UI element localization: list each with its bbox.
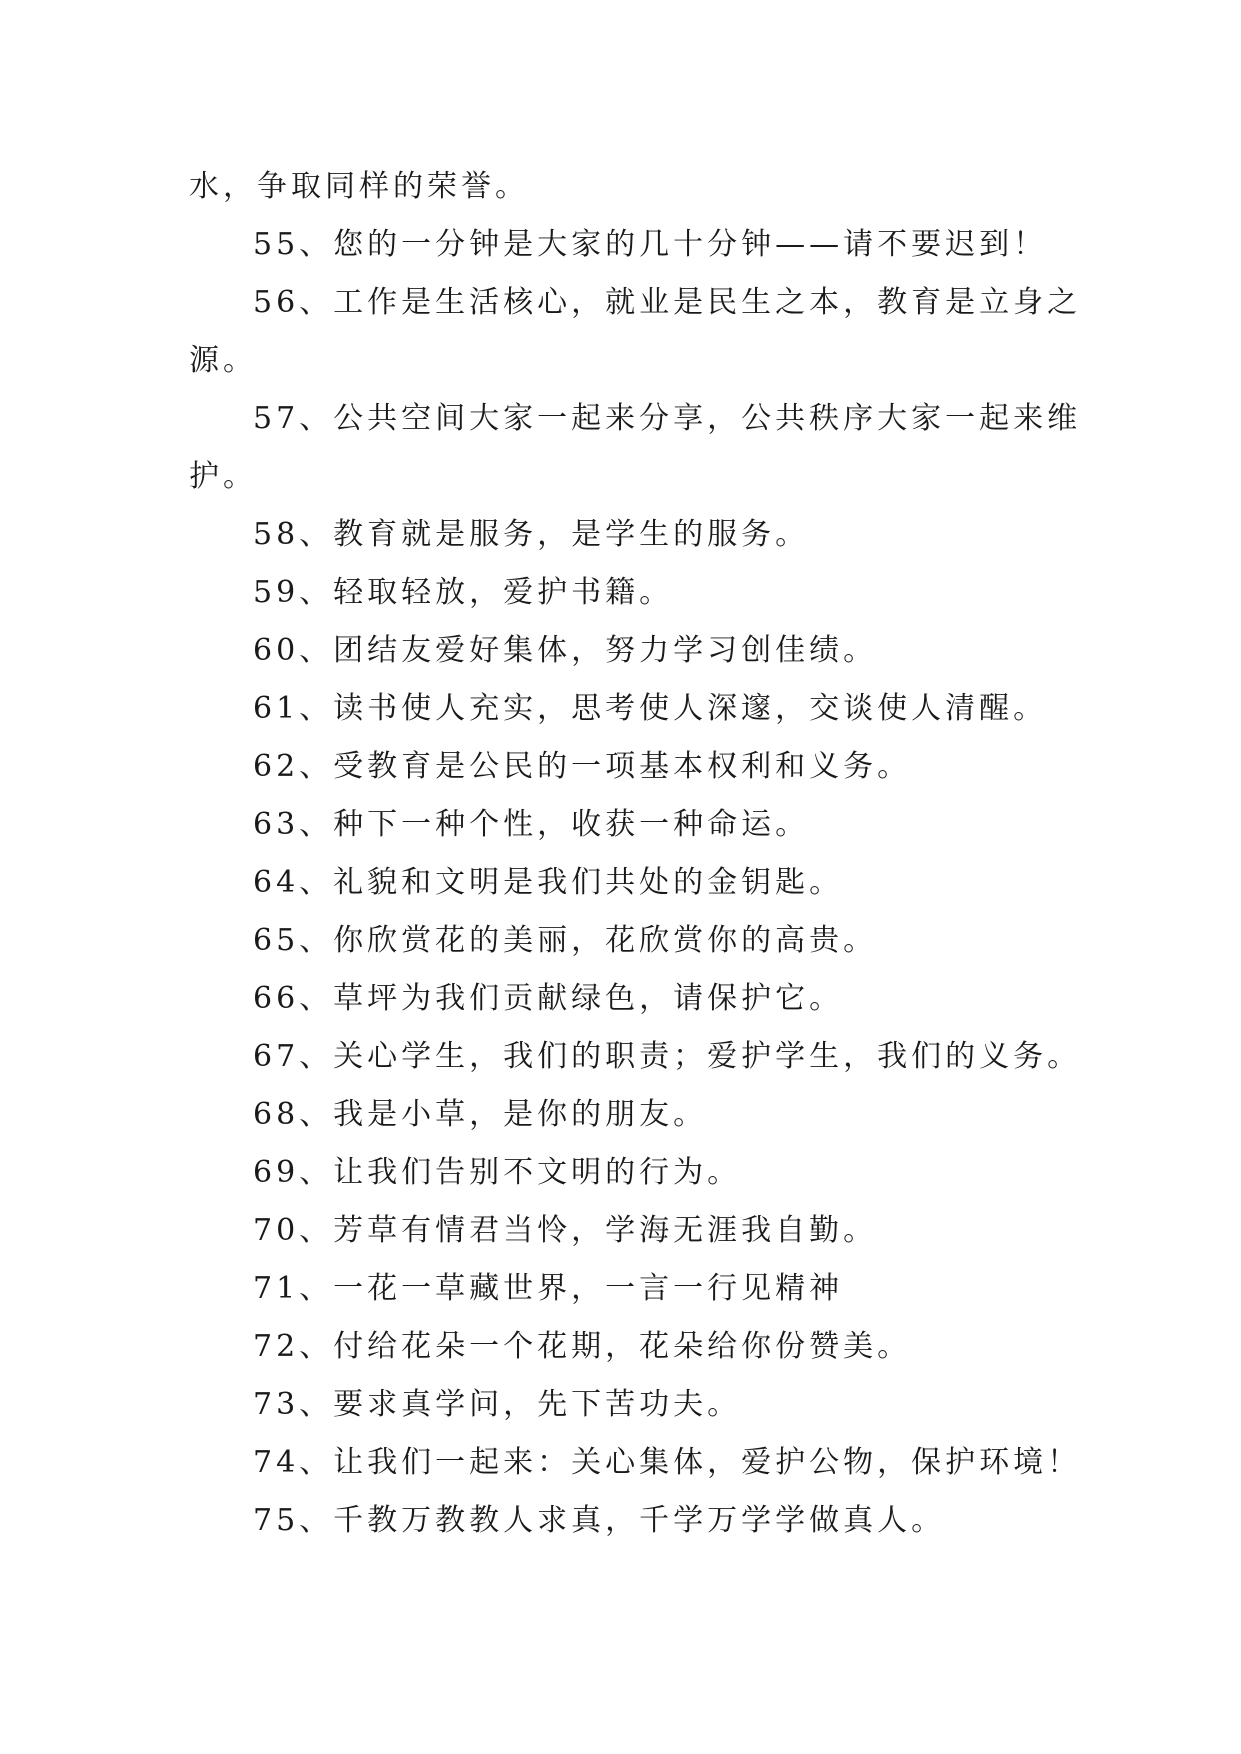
list-item: 56、工作是生活核心，就业是民生之本，教育是立身之 <box>253 285 1082 320</box>
document-body <box>189 158 1082 1550</box>
list-item: 61、读书使人充实，思考使人深邃，交谈使人清醒。 <box>253 691 1048 726</box>
list-item: 75、千教万教教人求真，千学万学学做真人。 <box>253 1503 946 1538</box>
list-item: 70、芳草有情君当怜，学海无涯我自勤。 <box>253 1213 878 1248</box>
list-item: 55、您的一分钟是大家的几十分钟——请不要迟到！ <box>253 227 1048 262</box>
list-item: 69、让我们告别不文明的行为。 <box>253 1155 742 1190</box>
list-item: 57、公共空间大家一起来分享，公共秩序大家一起来维 <box>253 401 1082 436</box>
text-line: 源。 <box>189 343 257 378</box>
list-item: 64、礼貌和文明是我们共处的金钥匙。 <box>253 865 844 900</box>
list-item: 60、团结友爱好集体，努力学习创佳绩。 <box>253 633 878 668</box>
list-item: 62、受教育是公民的一项基本权利和义务。 <box>253 749 912 784</box>
list-item: 65、你欣赏花的美丽，花欣赏你的高贵。 <box>253 923 878 958</box>
list-item: 66、草坪为我们贡献绿色，请保护它。 <box>253 981 844 1016</box>
list-item: 67、关心学生，我们的职责；爱护学生，我们的义务。 <box>253 1039 1082 1074</box>
list-item: 59、轻取轻放，爱护书籍。 <box>253 575 674 610</box>
list-item: 71、一花一草藏世界，一言一行见精神 <box>253 1271 844 1306</box>
list-item: 74、让我们一起来：关心集体，爱护公物，保护环境！ <box>253 1445 1082 1480</box>
text-line: 护。 <box>189 459 257 494</box>
text-line: 水，争取同样的荣誉。 <box>189 169 529 204</box>
list-item: 72、付给花朵一个花期，花朵给你份赞美。 <box>253 1329 912 1364</box>
list-item: 73、要求真学问，先下苦功夫。 <box>253 1387 742 1422</box>
list-item: 68、我是小草，是你的朋友。 <box>253 1097 708 1132</box>
list-item: 63、种下一种个性，收获一种命运。 <box>253 807 810 842</box>
list-item: 58、教育就是服务，是学生的服务。 <box>253 517 810 552</box>
